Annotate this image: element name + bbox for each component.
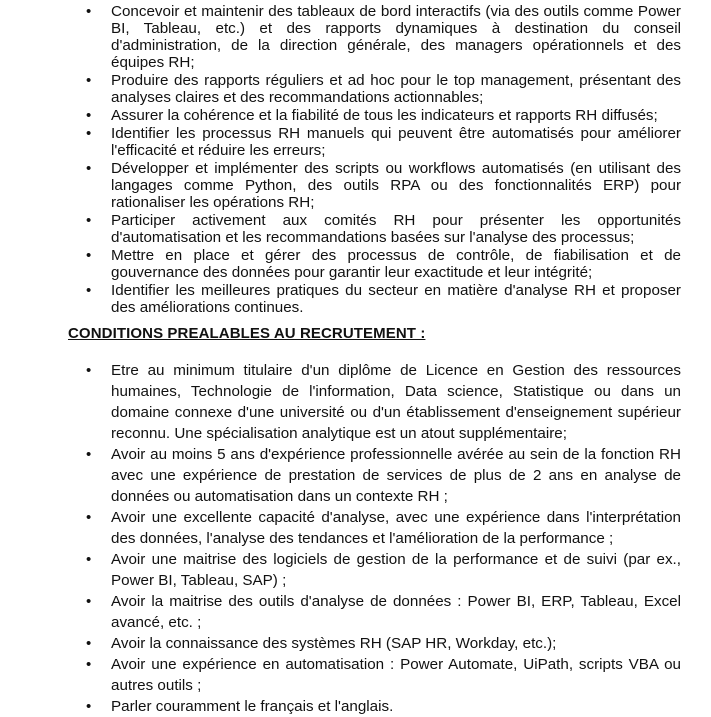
list-item-text: Avoir au moins 5 ans d'expérience professionnelle avérée au sein de la fonction RH avec une expérience de prestation de services de plus de 2 ans en analyse de données ou automatisation dans un contexte RH ; [111,446,681,505]
bullet-icon: • [86,282,92,299]
list-item [0,696,711,717]
responsibilities-list [0,3,711,317]
list-item-text: Avoir une excellente capacité d'analyse, avec une expérience dans l'interprétation des données, l'analyse des tendances et l'amélioration de la performance ; [111,509,681,547]
bullet-icon: • [86,247,92,264]
list-item [0,72,711,106]
bullet-icon: • [86,212,92,229]
bullet-icon: • [86,698,92,715]
bullet-icon: • [86,362,92,379]
list-item [0,360,711,444]
list-item [0,591,711,633]
list-item-text: Identifier les meilleures pratiques du secteur en matière d'analyse RH et proposer des améliorations continues. [111,282,681,316]
bullet-icon: • [86,446,92,463]
list-item-text: Assurer la cohérence et la fiabilité de tous les indicateurs et rapports RH diffusés; [111,107,658,124]
bullet-icon: • [86,656,92,673]
list-item-text: Développer et implémenter des scripts ou workflows automatisés (en utilisant des langages comme Python, des outils RPA ou des fonctionnalités ERP) pour rationaliser les opérations RH; [111,160,681,211]
list-item [0,107,711,124]
list-item [0,212,711,246]
list-item-text: Participer activement aux comités RH pour présenter les opportunités d'automatisation et les recommandations basées sur l'analyse des processus; [111,212,681,246]
list-item [0,282,711,316]
bullet-icon: • [86,509,92,526]
list-item [0,160,711,211]
list-item [0,125,711,159]
bullet-icon: • [86,593,92,610]
list-item-text: Etre au minimum titulaire d'un diplôme de Licence en Gestion des ressources humaines, Technologie de l'information, Data science, Statistique ou dans un domaine connexe d'une université ou d'un établissement d'enseignement supérieur reconnu. Une spécialisation analytique est un atout supplémentaire; [111,362,681,442]
list-item-text: Avoir une expérience en automatisation : Power Automate, UiPath, scripts VBA ou autres outils ; [111,656,681,694]
conditions-list [0,360,711,717]
list-item-text: Concevoir et maintenir des tableaux de bord interactifs (via des outils comme Power BI, Tableau, etc.) et des rapports dynamiques à destination du conseil d'administration, de la direction générale, des managers opérationnels et des équipes RH; [111,3,681,71]
bullet-icon: • [86,635,92,652]
bullet-icon: • [86,125,92,142]
list-item [0,633,711,654]
section-title: CONDITIONS PREALABLES AU RECRUTEMENT : [68,325,426,342]
list-item [0,247,711,281]
bullet-icon: • [86,3,92,20]
bullet-icon: • [86,160,92,177]
list-item [0,507,711,549]
list-item-text: Avoir la maitrise des outils d'analyse de données : Power BI, ERP, Tableau, Excel avancé, etc. ; [111,593,681,631]
list-item-text: Avoir la connaissance des systèmes RH (SAP HR, Workday, etc.); [111,635,557,652]
bullet-icon: • [86,72,92,89]
list-item-text: Identifier les processus RH manuels qui peuvent être automatisés pour améliorer l'efficacité et réduire les erreurs; [111,125,681,159]
bullet-icon: • [86,551,92,568]
bullet-icon: • [86,107,92,124]
list-item [0,444,711,507]
list-item-text: Mettre en place et gérer des processus de contrôle, de fiabilisation et de gouvernance des données pour garantir leur exactitude et leur intégrité; [111,247,681,281]
list-item-text: Parler couramment le français et l'anglais. [111,698,394,715]
list-item-text: Avoir une maitrise des logiciels de gestion de la performance et de suivi (par ex., Power BI, Tableau, SAP) ; [111,551,681,589]
list-item-text: Produire des rapports réguliers et ad hoc pour le top management, présentant des analyses claires et des recommandations actionnables; [111,72,681,106]
list-item [0,549,711,591]
list-item [0,654,711,696]
list-item [0,3,711,71]
